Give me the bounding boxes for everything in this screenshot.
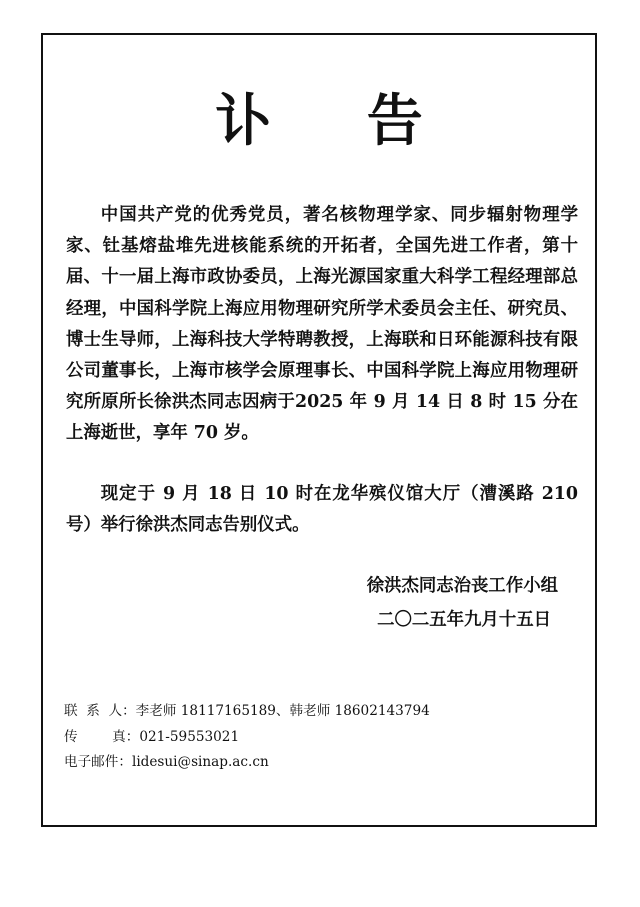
- ceremony-paragraph: 现定于 9 月 18 日 10 时在龙华殡仪馆大厅（漕溪路 210号）举行徐洪杰同志告别仪式。: [66, 484, 578, 536]
- notice-frame: [41, 33, 597, 827]
- fax-row: [64, 725, 430, 751]
- contact-person-label: 联 系 人：: [64, 703, 136, 719]
- fax-value: 021-59553021: [139, 728, 240, 745]
- email-row: [64, 750, 430, 776]
- notice-title: 讣 告: [215, 89, 461, 154]
- email-label: 电子邮件：: [64, 754, 132, 770]
- fax-label: 传 真：: [64, 728, 140, 745]
- contact-info: [64, 699, 430, 776]
- signature-date: 二〇二五年九月十五日: [377, 610, 551, 630]
- email-value: lidesui@sinap.ac.cn: [131, 754, 269, 770]
- contact-person-row: [64, 699, 430, 725]
- obituary-paragraph: 中国共产党的优秀党员，著名核物理学家、同步辐射物理学家、钍基熔盐堆先进核能系统的开拓者，全国先进工作者，第十届、十一届上海市政协委员，上海光源国家重大科学工程经理部总经理，中国科学院上海应用物理研究所学术委员会主任、研究员、博士生导师，上海科技大学特聘教授，上海联和日环能源科技有限公司董事长，上海市核学会原理事长、中国科学院上海应用物理研究所原所长徐洪杰同志因病于2025 年 9 月 14 日 8 时 15 分在上海逝世，享年 70 岁。: [66, 205, 578, 444]
- signature-organization: 徐洪杰同志治丧工作小组: [366, 576, 558, 596]
- contact-person-value: 李老师 18117165189、韩老师 18602143794: [135, 703, 430, 719]
